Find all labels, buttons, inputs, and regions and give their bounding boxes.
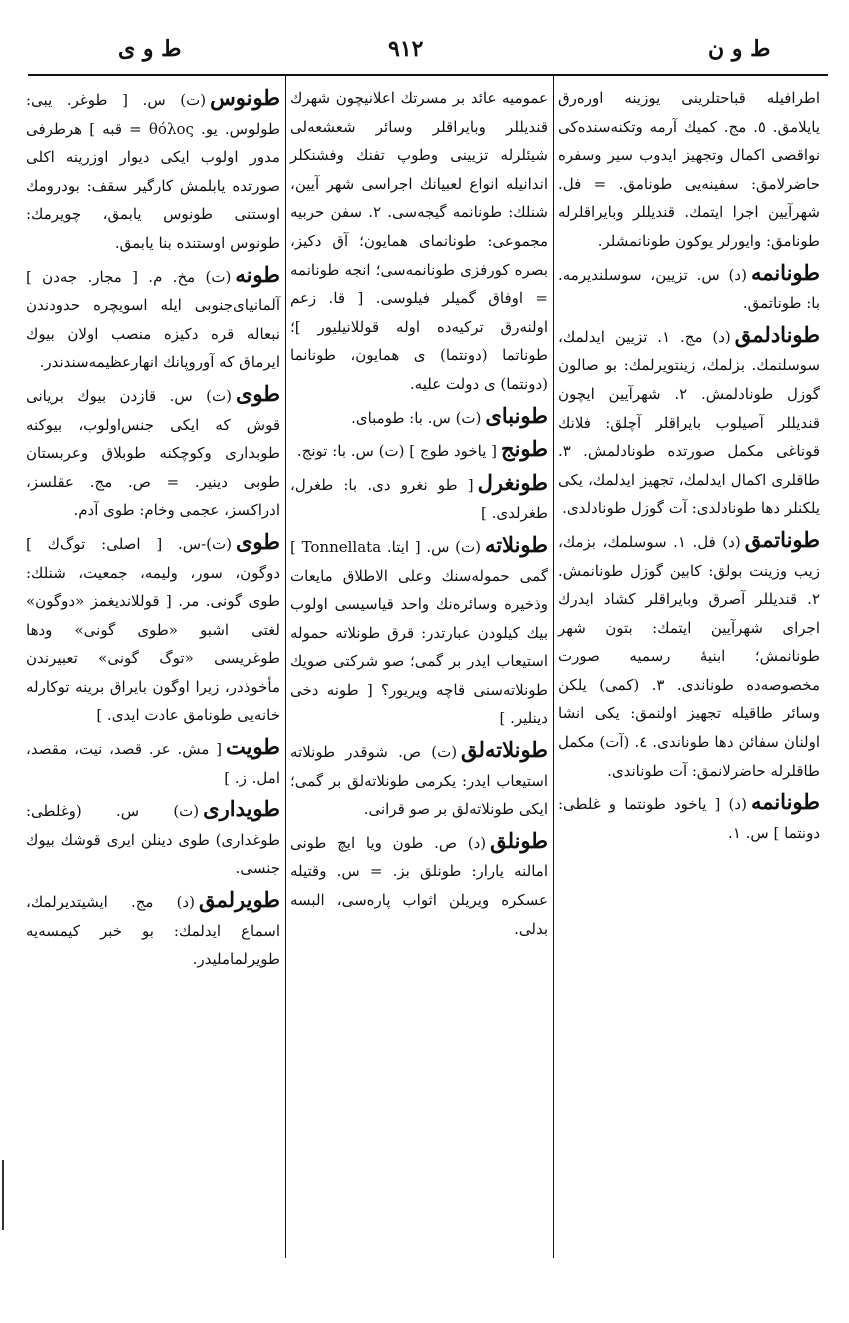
entry-headword: طونوس [210,85,280,110]
right-column [558,84,820,850]
dictionary-entry [558,788,820,847]
entry-headword: طونادلمق [734,321,820,347]
dictionary-entry [290,469,548,528]
entry-definition: (ت) س. [ طوغر. يبى: طولوس. يو. θόλος = قبه ] هرطرفى مدور اولوب ايكى ديوار اوزرينه اكلى صورتده يابلمش كارگير سقف: بودرومك اوستنى طو‌نوس يابمق، چويرمك: طونوس اوستنده بنا يابمق. [26,91,280,252]
entry-definition: (ت) س. با: طومباى. [351,408,482,427]
entry-definition: (ت) س. [ ايتا. Tonnellata ] گمى حمولەسنك وعلى الاطلاق مايعات وذخيره وسائره‌نك واحد قيا‌سيسى اولوب بيك كيلودن عبارتدر: قرق طونلاته حموله استيعاب ايدر بر گمى؛ صو شر‌كتى صويك طونلاته‌سنى قاچه ويريور؟ [ طونه دخى دينلير. ] [290,537,548,728]
entry-definition: (د) فل. ١. سو‌سلمك، بزمك، زيب وزينت بولق: كابين گوزل طو‌نانمش. ٢. قنديللر آصرق وبايراقلر كشاد ايدرك اجراى شهرآيين ايتمك: بتون شهر طونانمش؛ ابنيهٔ رسميه صورت مخصوصه‌ده طوناندى. ٣. (كمى) يلكن وسائر طاقيله تجهيز اولنمق: يكى انشا اولنان سفائن دها طوناندى. ٤. (آت) مكمل طاقلرله حاضر‌لانمق: آت طوناندى. [558,532,820,780]
entry-headword: طونج [501,436,548,462]
entry-definition: عموميه عائد بر مسرتك اعلانيچون شهرك قنديللر وبايراقلر وسائر شعشعه‌لى شيئلرله تزيينى وطوپ تفنك وفشنكلر اندانيله انواع لعبيانك اجراسى شهر آيين، شنلك: طونانمه گيجه‌سى. ٢. سفن حربيه مجموعى: طونانماى همايون؛ آق دكيز، بصره كور‌فزى طونانمه‌سى؛ انجه طونانمه = اوفاق گميلر فيلوسى. [ قا. زعم اولنه‌رق تركيه‌ده اوله قوللا‌نيليور ]؛ طوناتما (دونتما) ى همايون، طونانما (دونتما) ى دولت عليه. [290,89,548,393]
entry-definition: (ت)-س. [ اصلى: توگ‌ك ] دوگون، سور، وليمه، جمعيت، شنلك: طوى گونى. مر. [ قوللانديغمز «دوگون» لغتى اشبو «طوى گونى» ودها طوغريسى «توگ گونى» تعبير‌ندن مأخوذدر، زيرا اوگون بايراق برينه توكارله خانه‌يى طو‌نامق عادت ايدى. ] [26,534,280,725]
dictionary-entry [290,435,548,466]
entry-headword: طونلاته [484,531,548,557]
entry-definition: (ت) ص. شوقدر طونلاته استيعاب ايدر: يكرمى طونلاته‌لق بر گمى؛ ايكى طونلاته‌لق بر صو قرانى. [290,743,548,819]
column-divider-right [553,76,554,1258]
entry-definition: (ت) س. قازدن بيوك بريانى قوش كه ايكى جنس‌اولوب، بيوكنه طوبدارى وكوچكنه طوبلاق وعربستان طوبى دينير. = ص. مج. عقلسز، ادراكسز، عجمى وخام: طوى آدم. [26,386,280,520]
entry-definition: [ طو نغرو دى. با: طغرل، طغرلدى. ] [290,475,548,523]
header-left-letters: ط و ى [118,36,182,62]
dictionary-entry [290,84,548,399]
entry-definition: (د) ص. طون ويا ايچ طونى امالنه يارار: طونلق بز. = س. وقتيله عسكره ويريلن اثواب پاره‌سى، البسه بدلى. [290,833,548,938]
dictionary-entry [26,528,280,730]
entry-definition: (د) س. تزيين، سو‌سلنديرمه. با: طونا‌تمق. [558,265,820,313]
entry-definition: [ مش. عر. قصد، نيت، مقصد، امل. ز. ] [26,740,280,787]
dictionary-entry [558,259,820,318]
middle-column [290,84,548,946]
dictionary-entry [26,795,280,883]
dictionary-entry [290,736,548,824]
page-number: ٩١٢ [388,36,424,62]
entry-definition: [ ياخود طوج ] (ت) س. با: تونج. [296,442,498,461]
entry-definition: اطرافيله قباحتلرينى يوزينه او‌ره‌رق يايلامق. ٥. مج. كميك آرمه وتكنه‌سنده‌كى نواقصى اكمال وتجهيز ايدوب سير وسفره حاضرلامق: سفينه‌يى طونامق. = فل. شهرآيين اجرا ايتمك. قنديللر وبايراقلرله طونامق: وايورلر يوكون طونانمشلر. [558,89,820,250]
entry-definition: (د) مج. ١. تزيين ايدلمك، سوسلنمك. بزلمك، زينتويرلمك: بو صالون گوزل طونادلمش. ٢. شهرآيين ايچون قنديللر آصيلوب بايراقلر آچلق: فلانك قوناغى مكمل صورتده طونادلمش. ٣. طاقلرى اكمال ايدلمك، تجهيز ايدلمك، يكى يلكنلر دها طونادلدى: آت گوزل طونادلدى. [558,327,820,518]
dictionary-entry [26,886,280,974]
entry-headword: طونلاته‌لق [461,737,548,763]
entry-headword: طويرلمق [198,887,280,913]
entry-headword: طوى [236,528,280,554]
dictionary-entry [558,321,820,523]
scan-edge-mark [2,1160,4,1230]
dictionary-entry [26,733,280,792]
dictionary-entry [558,526,820,785]
entry-headword: طويت [225,734,280,760]
header-right-letters: ط و ن [708,36,771,62]
dictionary-entry [290,402,548,433]
dictionary-entry [26,380,280,525]
page-header [28,36,828,70]
entry-definition: (ت) س. (وغلطى: طوغدارى) طوى دينلن ايرى قوشك بيوك جنسى. [26,802,280,878]
entry-headword: طونباى [485,402,548,428]
column-divider-left [285,76,286,1258]
entry-definition: (د) [ ياخود طونتما و غلطى: دونتما ] س. ١. [558,795,820,842]
entry-headword: طونلق [490,827,548,853]
dictionary-entry [290,827,548,943]
entry-definition: (د) مج. ايشيتديرلمك، اسماع ايدلمك: بو خبر كيمسه‌يه طويرلمامليدر. [26,893,280,969]
entry-headword: طونانمه [750,259,820,285]
entry-headword: طوى [236,380,280,406]
left-column [26,84,280,977]
dictionary-entry [558,84,820,256]
dictionary-entry [290,531,548,733]
entry-headword: طونانمه [750,789,820,815]
entry-headword: طوناتمق [744,526,820,552]
dictionary-entry [26,261,280,377]
header-rule [28,74,828,76]
entry-headword: طويدارى [203,796,280,822]
entry-definition: (ت) مخ. م. [ مجار. جه‌دن ] آلمانياى‌جنوبى ايله اسويچره حدودندن نبعاله قره دكيزه منصب اولان بيوك ايرماق كه آوروپانك انهار‌عظيمه‌سندندر. [26,267,280,372]
dictionary-entry [26,84,280,258]
entry-headword: طونغرل [477,469,548,495]
entry-headword: طونه [235,261,280,287]
